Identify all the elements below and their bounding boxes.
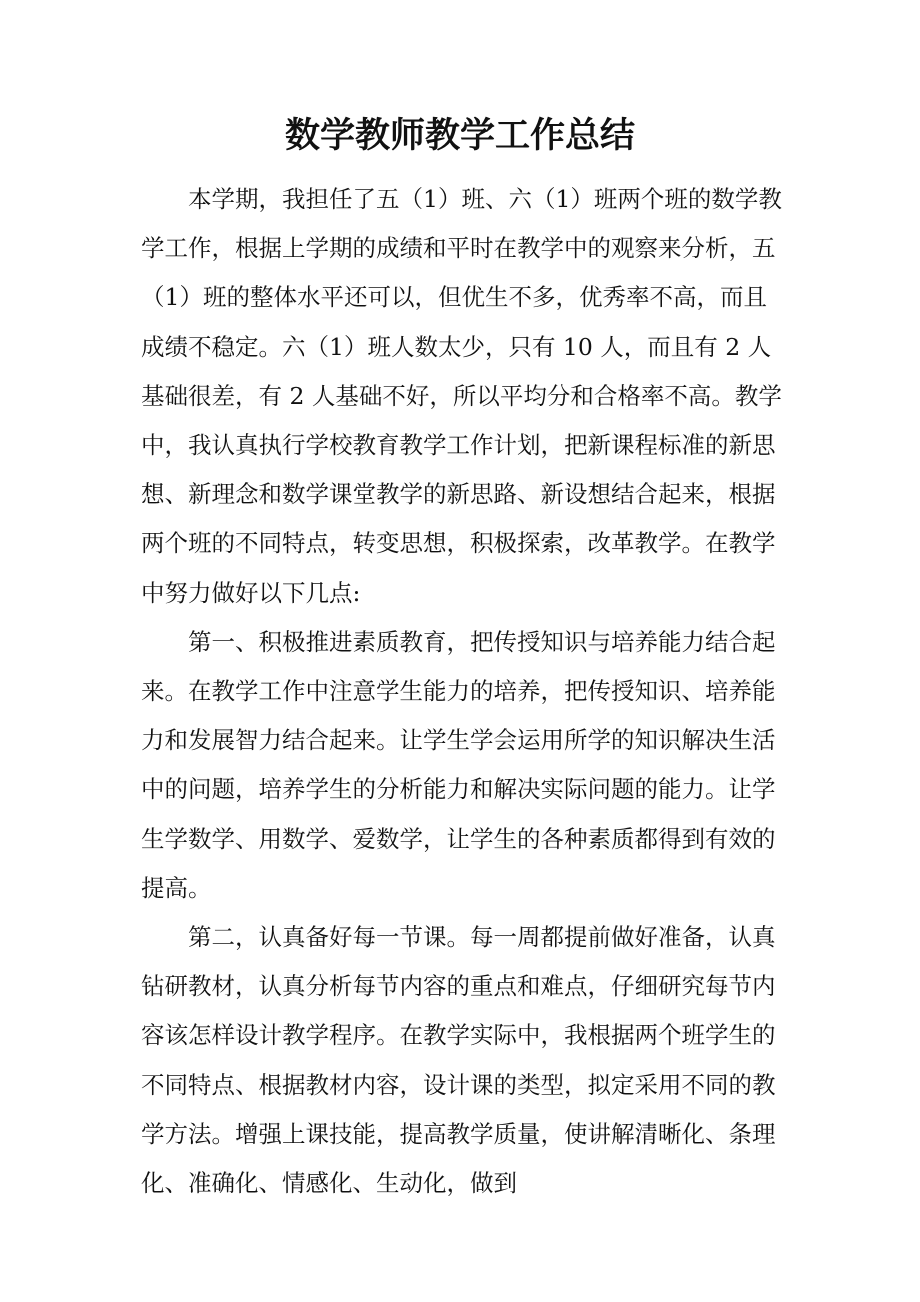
paragraph-point-one: 第一、积极推进素质教育，把传授知识与培养能力结合起来。在教学工作中注意学生能力的培养，把传授知识、培养能力和发展智力结合起来。让学生学会运用所学的知识解决生活中的问题，培养学生的分析能力和解决实际问题的能力。让学生学数学、用数学、爱数学，让学生的各种素质都得到有效的提高。 [141,627,776,902]
paragraph-intro: 本学期，我担任了五（1）班、六（1）班两个班的数学教学工作，根据上学期的成绩和平时在教学中的观察来分析，五（1）班的整体水平还可以，但优生不多，优秀率不高，而且成绩不稳定。六（1）班人数太少，只有 10 人，而且有 2 人基础很差，有 2 人基础不好，所以平均分和合格率不高。教学中，我认真执行学校教育教学工作计划，把新课程标准的新思想、新理念和数学课堂教学的新思路、新设想结合起来，根据两个班的不同特点，转变思想，积极探索，改革教学。在教学中努力做好以下几点: [141,185,782,607]
document-body [141,175,786,1208]
paragraph-point-two: 第二，认真备好每一节课。每一周都提前做好准备，认真钻研教材，认真分析每节内容的重点和难点，仔细研究每节内容该怎样设计教学程序。在教学实际中，我根据两个班学生的不同特点、根据教材内容，设计课的类型，拟定采用不同的教学方法。增强上课技能，提高教学质量，使讲解清晰化、条理化、准确化、情感化、生动化，做到 [141,923,776,1198]
document-title: 数学教师教学工作总结 [284,115,635,156]
